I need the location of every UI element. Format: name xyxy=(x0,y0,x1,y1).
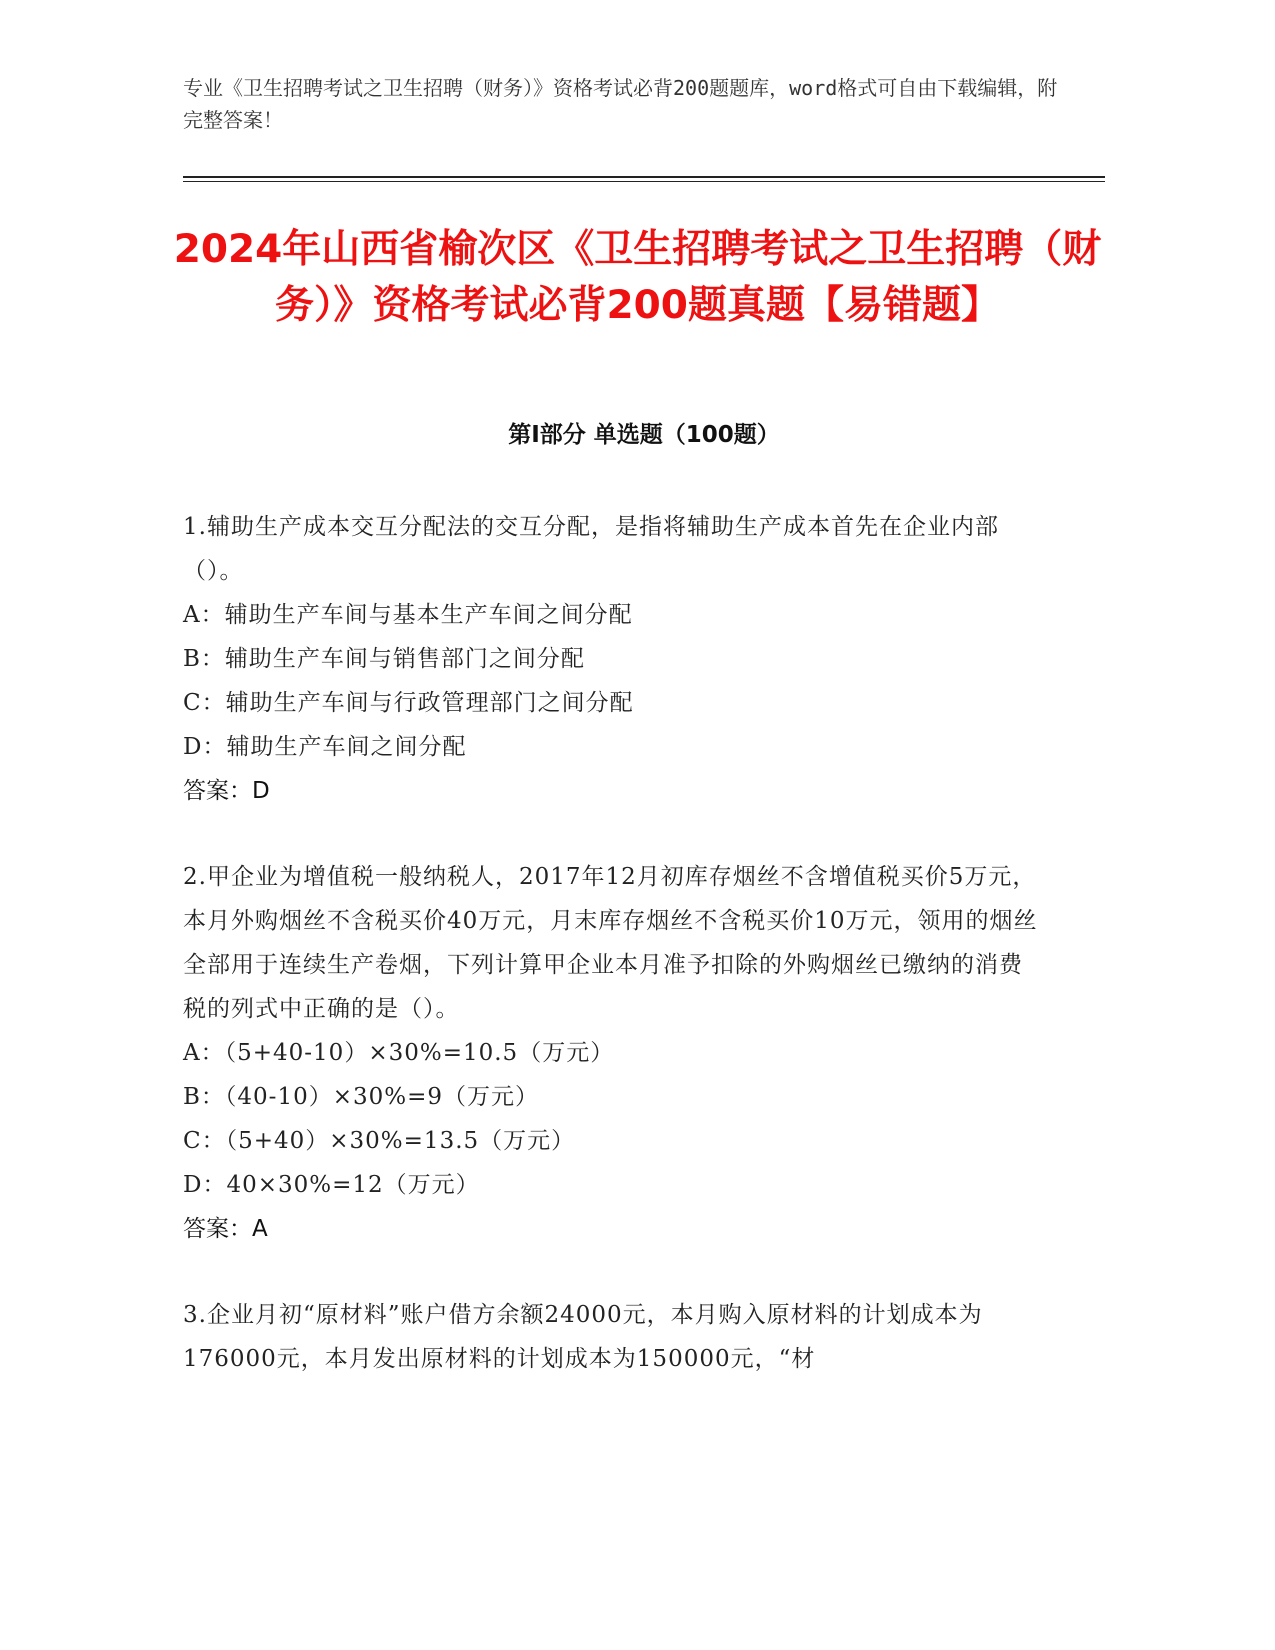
option-d: D：辅助生产车间之间分配 xyxy=(183,734,467,760)
question-3 xyxy=(183,1293,1043,1381)
document-title: 2024年山西省榆次区《卫生招聘考试之卫生招聘（财务）》资格考试必背200题真题【易错题】 xyxy=(173,227,1102,328)
question-2 xyxy=(183,855,1043,1251)
question-stem: 3.企业月初“原材料”账户借方余额24000元，本月购入原材料的计划成本为176000元，本月发出原材料的计划成本为150000元，“材 xyxy=(183,1302,983,1372)
option-a: A：（5+40-10）×30%=10.5（万元） xyxy=(183,1040,615,1066)
question-stem: 1.辅助生产成本交互分配法的交互分配，是指将辅助生产成本首先在企业内部（）。 xyxy=(183,514,999,584)
answer-label: 答案：D xyxy=(183,778,270,804)
option-c: C：（5+40）×30%=13.5（万元） xyxy=(183,1128,576,1154)
header-divider-thin xyxy=(183,181,1105,182)
option-d: D：40×30%=12（万元） xyxy=(183,1172,480,1198)
section-title: 第I部分 单选题（100题） xyxy=(508,422,780,448)
option-a: A：辅助生产车间与基本生产车间之间分配 xyxy=(183,602,633,628)
answer-label: 答案：A xyxy=(183,1216,268,1242)
option-b: B：辅助生产车间与销售部门之间分配 xyxy=(183,646,585,672)
option-b: B：（40-10）×30%=9（万元） xyxy=(183,1084,540,1110)
question-1 xyxy=(183,505,1043,813)
question-list xyxy=(183,505,1043,1423)
option-c: C：辅助生产车间与行政管理部门之间分配 xyxy=(183,690,634,716)
question-stem: 2.甲企业为增值税一般纳税人，2017年12月初库存烟丝不含增值税买价5万元，本月外购烟丝不含税买价40万元，月末库存烟丝不含税买价10万元，领用的烟丝全部用于连续生产卷烟，下列计算甲企业本月准予扣除的外购烟丝已缴纳的消费税的列式中正确的是（）。 xyxy=(183,864,1038,1022)
header-note: 专业《卫生招聘考试之卫生招聘（财务）》资格考试必背200题题库，word格式可自由下载编辑，附完整答案！ xyxy=(183,76,1058,132)
header-divider-thick xyxy=(183,176,1105,178)
